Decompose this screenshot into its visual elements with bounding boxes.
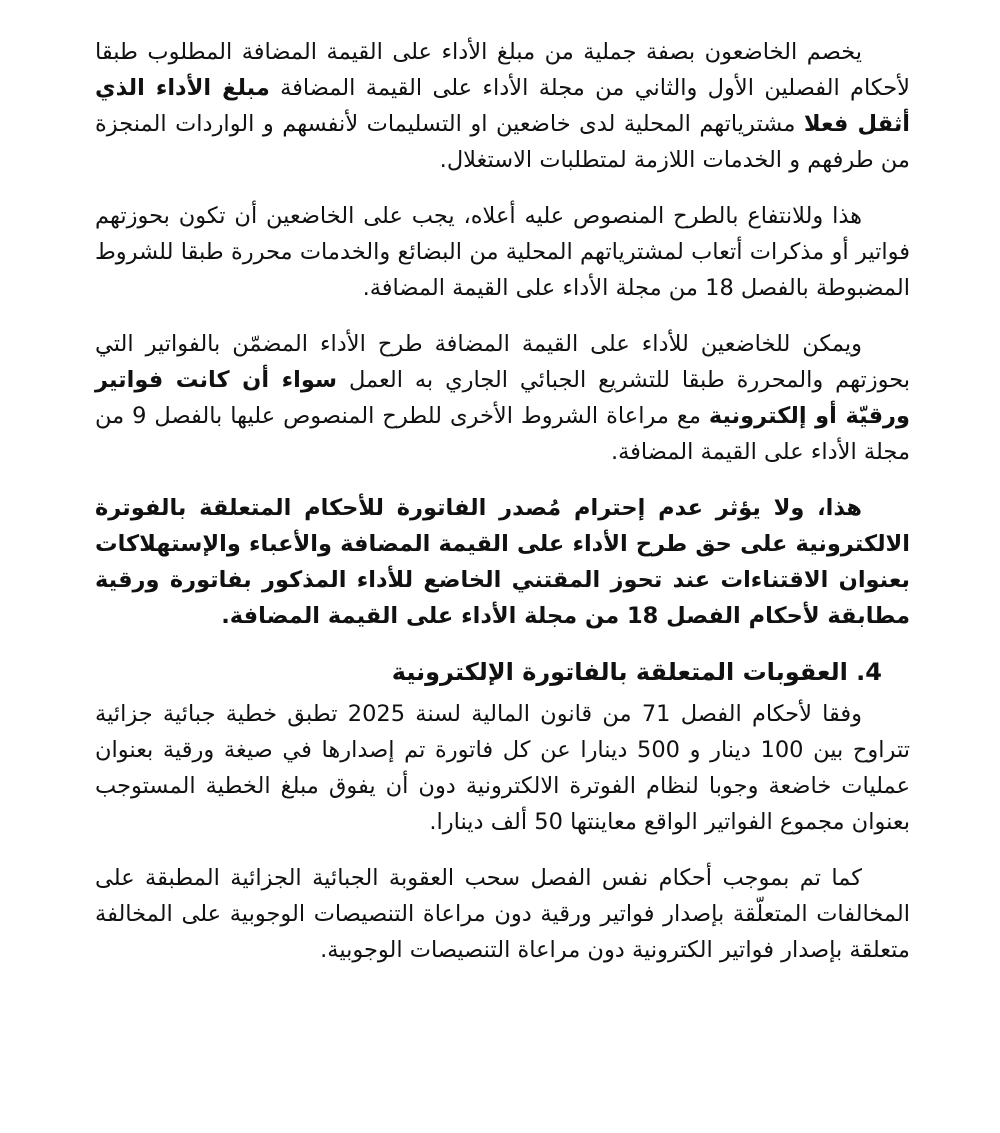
paragraph-invoice-requirement: هذا وللانتفاع بالطرح المنصوص عليه أعلاه، يجب على الخاضعين أن تكون بحوزتهم فواتير أو مذكرات أتعاب لمشترياتهم المحلية من البضائع والخدمات محررة طبقا للشروط المضبوطة بالفصل 18 من مجلة الأداء على القيمة المضافة. bbox=[95, 203, 910, 301]
emphasis-text: سواء أن كانت فواتير ورقيّة أو إلكترونية bbox=[95, 367, 910, 429]
section-heading-penalties: 4. العقوبات المتعلقة بالفاتورة الإلكترونية bbox=[391, 658, 882, 686]
paragraph-text: يخصم الخاضعون بصفة جملية من مبلغ الأداء على القيمة المضافة المطلوب طبقا لأحكام الفصلين الأول والثاني من مجلة الأداء على القيمة المضافة bbox=[95, 39, 911, 101]
paragraph-text: مشترياتهم المحلية لدى خاضعين او التسليمات لأنفسهم و الواردات المنجزة من طرفهم و الخدمات اللازمة لمتطلبات الاستغلال. bbox=[95, 111, 910, 173]
paragraph-penalty-withdrawal: كما تم بموجب أحكام نفس الفصل سحب العقوبة الجبائية الجزائية المطبقة على المخالفات المتعلّقة بإصدار فواتير ورقية دون مراعاة التنصيصات الوجوبية على المخالفة متعلقة بإصدار فواتير الكترونية دون مراعاة التنصيصات الوجوبية. bbox=[95, 865, 910, 963]
document-page bbox=[95, 34, 910, 988]
emphasis-text: مبلغ الأداء الذي أثقل فعلا bbox=[95, 75, 910, 137]
paragraph-paper-or-electronic bbox=[95, 326, 910, 470]
paragraph-text: مع مراعاة الشروط الأخرى للطرح المنصوص عليها بالفصل 9 من مجلة الأداء على القيمة المضافة. bbox=[95, 403, 910, 465]
paragraph-bold-note: هذا، ولا يؤثر عدم إحترام مُصدر الفاتورة للأحكام المتعلقة بالفوترة الالكترونية على حق طرح الأداء على القيمة المضافة والأعباء والإستهلاكات بعنوان الاقتناءات عند تحوز المقتني الخاضع للأداء المذكور بفاتورة ورقية مطابقة لأحكام الفصل 18 من مجلة الأداء على القيمة المضافة. bbox=[95, 495, 910, 629]
paragraph-deduction-rule bbox=[95, 34, 910, 178]
paragraph-text: ويمكن للخاضعين للأداء على القيمة المضافة طرح الأداء المضمّن بالفواتير التي بحوزتهم والمحررة طبقا للتشريع الجبائي الجاري به العمل bbox=[95, 331, 910, 393]
paragraph-penalty-amounts: وفقا لأحكام الفصل 71 من قانون المالية لسنة 2025 تطبق خطية جبائية جزائية تتراوح بين 100 دينار و 500 دينارا عن كل فاتورة تم إصدارها في صيغة ورقية بعنوان عمليات خاضعة وجوبا لنظام الفوترة الالكترونية دون أن يفوق مبلغ الخطية المستوجب بعنوان مجموع الفواتير الواقع معاينتها 50 ألف دينارا. bbox=[95, 701, 910, 835]
